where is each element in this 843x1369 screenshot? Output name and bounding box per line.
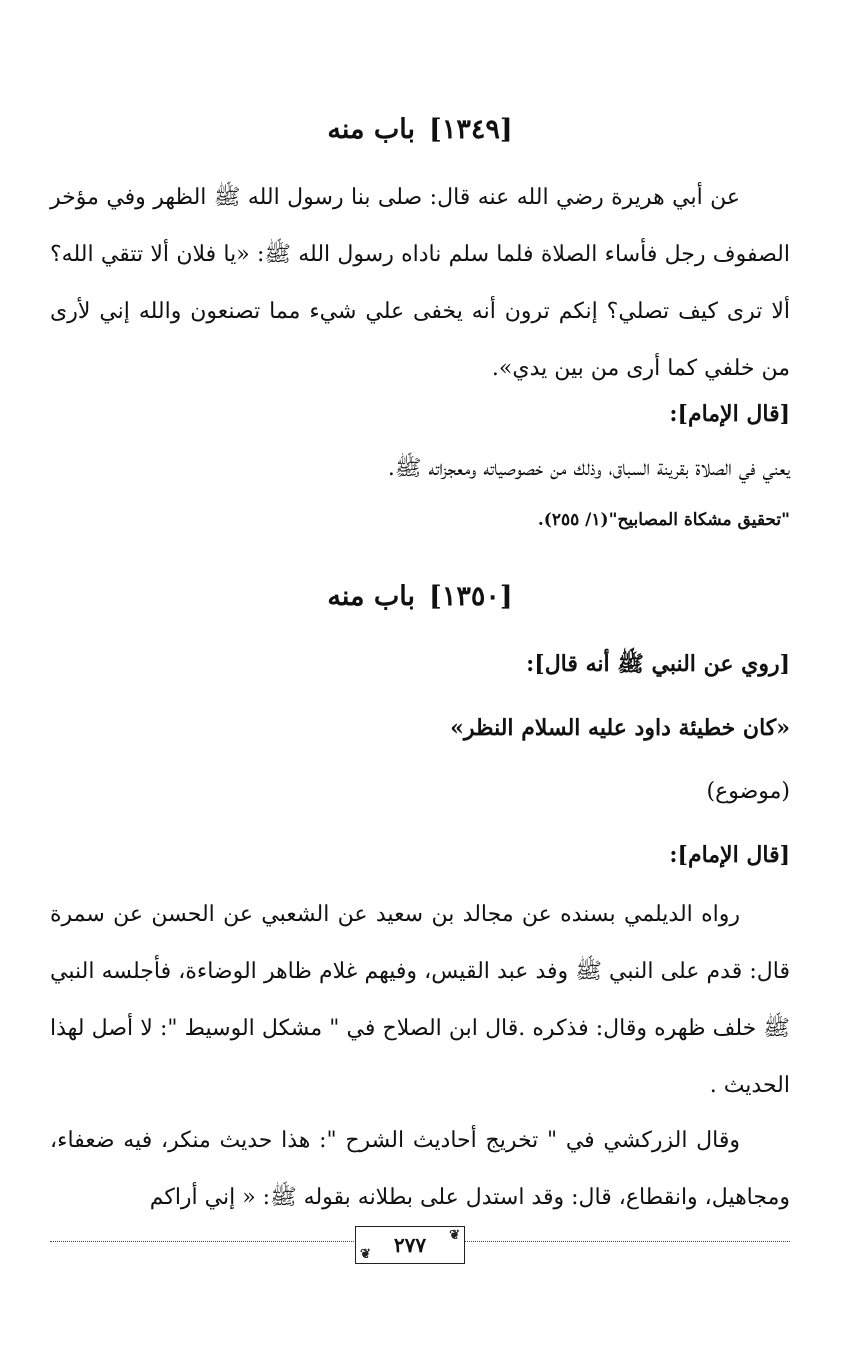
chapter-title: باب منه	[327, 114, 416, 145]
ornament-icon: ❦	[360, 1247, 371, 1262]
hadith-text-1350: «كان خطيئة داود عليه السلام النظر»	[450, 715, 790, 741]
narration-intro: [روي عن النبي ﷺ أنه قال]:	[526, 651, 790, 677]
book-page	[50, 0, 790, 1369]
imam-commentary-1350: رواه الديلمي بسنده عن مجالد بن سعيد عن الشعبي عن الحسن عن سمرة قال: قدم على النبي ﷺ وفد عبد القيس، وفيهم غلام ظاهر الوضاءة، فأجلسه النبي ﷺ خلف ظهره وقال: فذكره .قال ابن الصلاح في " مشكل الوسيط ": لا أصل لهذا الحديث .	[50, 902, 790, 1098]
hadith-text-1349: عن أبي هريرة رضي الله عنه قال: صلى بنا رسول الله ﷺ الظهر وفي مؤخر الصفوف رجل فأساء الصلاة فلما سلم ناداه رسول الله ﷺ: «يا فلان ألا تتقي الله؟ ألا ترى كيف تصلي؟ إنكم ترون أنه يخفى علي شيء مما تصنعون والله إني لأرى من خلفي كما أرى من بين يدي».	[50, 185, 790, 381]
chapter-title: باب منه	[327, 581, 416, 612]
reference-citation: "تحقيق مشكاة المصابيح"(١/ ٢٥٥).	[537, 510, 790, 530]
page-number: ٢٧٧	[393, 1233, 427, 1257]
hadith-grading: (موضوع)	[706, 779, 790, 804]
chapter-number: [١٣٤٩]	[429, 114, 513, 145]
imam-label-1349: [قال الإمام]:	[669, 401, 790, 427]
imam-commentary-1349: يعني في الصلاة بقرينة السباق، وذلك من خصوصياته ومعجزاته ﷺ.	[387, 456, 790, 481]
page-number-box	[355, 1226, 465, 1264]
ornament-icon: ❦	[449, 1228, 460, 1243]
zarkashi-commentary: وقال الزركشي في " تخريج أحاديث الشرح ": هذا حديث منكر، فيه ضعفاء، ومجاهيل، وانقطاع، قال: وقد استدل على بطلانه بقوله ﷺ: « إني أراكم	[50, 1128, 790, 1210]
chapter-heading-1349	[50, 113, 790, 147]
chapter-heading-1350	[50, 580, 790, 614]
chapter-number: [١٣٥٠]	[429, 581, 513, 612]
imam-label-1350: [قال الإمام]:	[669, 842, 790, 868]
